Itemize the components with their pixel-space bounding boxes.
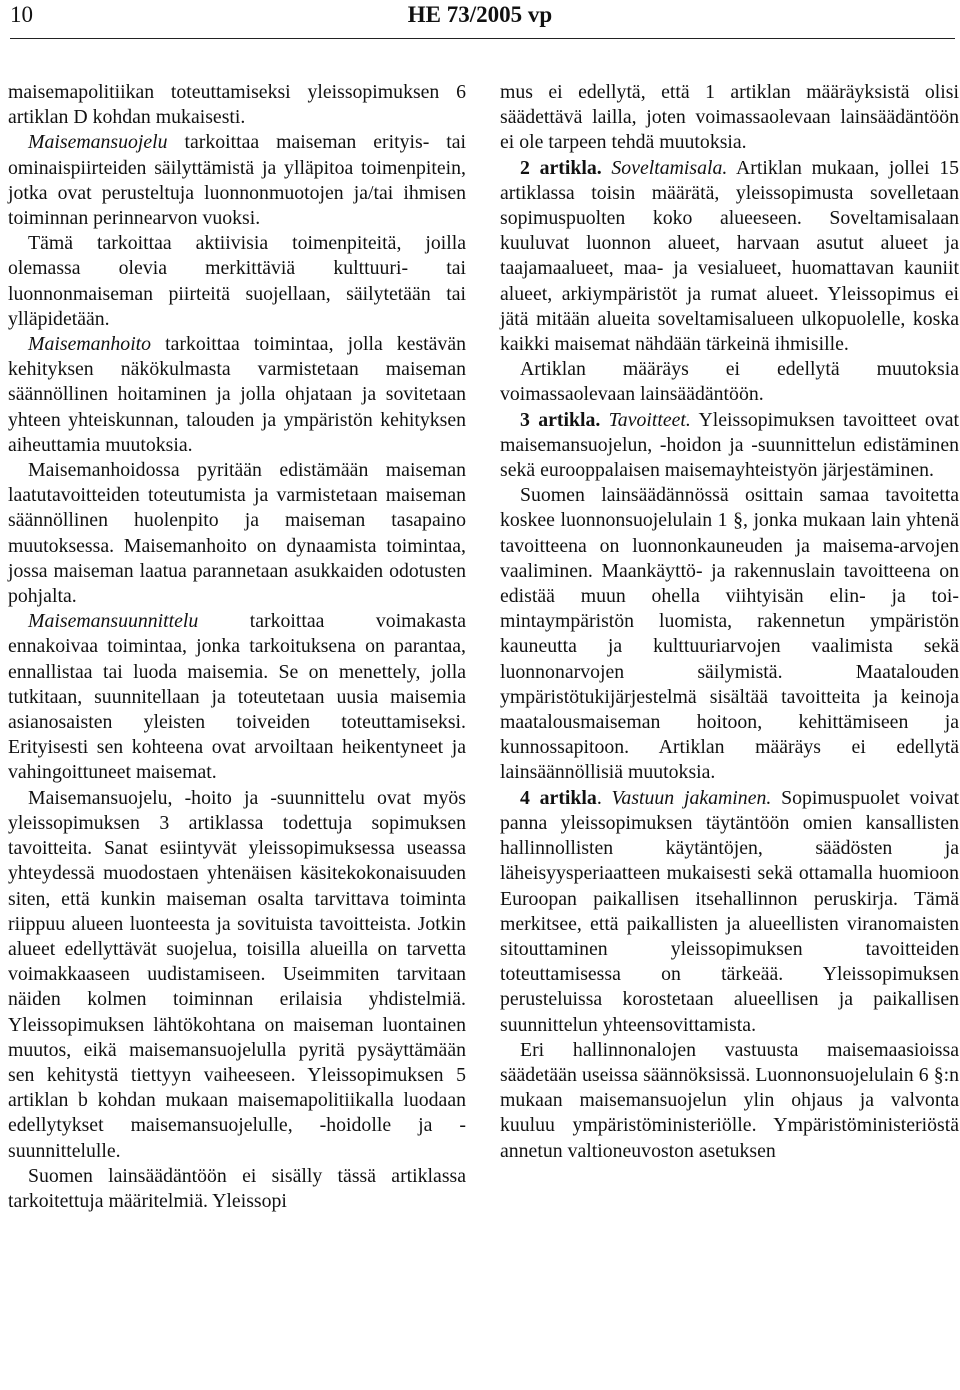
text-run: Sopimuspuolet voivat panna yleissopimuksen täytäntöön omien kansallisten hallinnollisten käytäntöjen, säädösten ja läheisyysperiaatteen mukaisesti sekä ottamalla huomioon Euroopan paikallisen itsehallinnon peruskirja. Tämä merkitsee, että paikallisten ja alueellisten viranomaisten sitouttaminen yleissopimuksen tavoitteiden toteuttamisessa on tärkeää. Yleissopimuksen perusteluissa korostetaan alueellisen ja paikallisen suunnittelun yhteensovittamista. xyxy=(500,786,960,1036)
article-heading: 3 artikla. xyxy=(520,408,601,431)
paragraph xyxy=(8,231,466,332)
paragraph xyxy=(500,357,959,407)
text-run: Suomen lainsäädännössä osittain samaa tavoitetta koskee luonnonsuojelulain 1 §, jonka mukaan lain yhtenä tavoitteena on luonnonkauneuden ja maisema-arvojen vaaliminen. Maankäyttö- ja rakennuslain tavoitteena on edistää muun ohella viihtyisän elin- ja toimintaympäristön luomista, rakennetun ympäristön kauneutta ja kulttuuriarvojen vaalimista sekä luonnonarvojen säilymistä. Maatalouden ympäristötukijärjestelmä sisältää tavoitteita ja keinoja maatalousmaiseman hoitoon, kehittämiseen ja kunnossapitoon. Artiklan määräys ei edellytä lainsäännöllisiä muutoksia. xyxy=(500,484,959,784)
italic-term: Maisemansuunnittelu xyxy=(28,610,199,633)
text-run: Yleissopimuksen tavoitteet ovat maisemansuojelun, -hoidon ja -suunnittelun edistäminen sekä eurooppalaisen maisemayhteistyön järjestäminen. xyxy=(500,408,959,482)
text-run: tarkoittaa maiseman erityis- tai ominaispiirteiden säilyttämistä ja ylläpitoa toimenpitein, jotka ovat perusteltuja luonnonmuotojen ja/tai ihmisen toiminnan perinnearvon vuoksi. xyxy=(8,131,466,230)
paragraph xyxy=(500,80,959,156)
text-run: Artiklan määräys ei edellytä muutoksia voimassaolevaan lainsäädäntöön. xyxy=(500,358,959,406)
article-heading: 2 artikla. xyxy=(520,156,602,179)
document-id: HE 73/2005 vp xyxy=(407,2,553,27)
text-run: mus ei edellytä, että 1 artiklan määräyksistä olisi säädettävä lailla, joten voimassaolevaan lainsäädäntöön ei ole tarpeen tehdä muutoksia. xyxy=(500,81,959,154)
text-run: Eri hallinnonalojen vastuusta maisemaasioissa säädetään useissa säännöksissä. Luonnonsuojelulain 6 §:n mukaan maisemansuojelun ylin ohjaus ja valvonta kuuluu ympäristöministeriölle. Ympäristöministeriöstä annetun valtioneuvoston asetuksen xyxy=(500,1038,959,1162)
italic-term: Soveltamisala. xyxy=(611,156,728,179)
paragraph xyxy=(8,609,466,785)
text-run xyxy=(602,157,612,179)
paragraph xyxy=(8,1164,466,1214)
paragraph xyxy=(8,458,466,609)
italic-term: Tavoitteet. xyxy=(608,408,691,431)
paragraph xyxy=(500,156,959,358)
italic-term: Maisemanhoito xyxy=(28,333,152,356)
text-run: . xyxy=(596,786,612,809)
text-run: Artiklan mukaan, jollei 15 artiklassa toisin määrätä, yleissopimusta sovelletaan sopimuspuolten koko alueeseen. Soveltamisalaan kuuluvat luonnon alueet, harvaan asutut alueet ja taajamaalueet, maa- ja vesialueet, huomattavan kauniit alueet, arkiympäristöt ja rumat alueet. Yleissopimus ei jätä mitään alueita soveltamisalueen ulkopuolelle, koska kaikki maisemat nähdään tärkeinä ihmisille. xyxy=(500,156,959,356)
header-rule xyxy=(10,38,955,39)
page-number: 10 xyxy=(10,2,33,27)
paragraph xyxy=(500,483,959,785)
italic-term: Maisemansuojelu xyxy=(28,131,168,154)
paragraph xyxy=(500,786,959,1038)
italic-term: Vastuun jakaminen. xyxy=(611,786,772,809)
left-text-column xyxy=(8,80,466,1214)
paragraph xyxy=(500,408,959,484)
page-header xyxy=(0,0,960,40)
text-run: Maisemanhoidossa pyritään edistämään maiseman laatutavoitteiden toteutumista ja varmistetaan maiseman säännöllinen huolenpito ja maiseman tasapaino muutoksessa. Maisemanhoito on dynaamista toimintaa, jossa maiseman laatua parannetaan asukkaiden odotusten pohjalta. xyxy=(8,459,466,608)
text-run: tarkoittaa voimakasta ennakoivaa toimintaa, jonka tarkoituksena on parantaa, ennallistaa tai luoda maisemia. Se on menettely, jolla tutkitaan, suunnitellaan ja toteutetaan uusia maisemia asianosaisten yleisten toiveiden toteuttamiseksi. Erityisesti sen kohteena ovat arvoiltaan heikentyneet ja vahingoittuneet maisemat. xyxy=(8,610,466,784)
paragraph xyxy=(8,786,466,1164)
right-text-column xyxy=(500,80,959,1164)
text-run: maisemapolitiikan toteuttamiseksi yleissopimuksen 6 artiklan D kohdan mukaisesti. xyxy=(8,81,466,129)
text-run: tarkoittaa toimintaa, jolla kestävän kehityksen näkökulmasta varmistetaan maiseman säännöllinen hoitaminen ja jolla ohjataan ja sovitetaan yhteen yhteiskunnan, talouden ja ympäristön kehityksen aiheuttamia muutoksia. xyxy=(8,333,466,456)
text-run: Tämä tarkoittaa aktiivisia toimenpiteitä, joilla olemassa olevia merkittäviä kulttuuri- tai luonnonmaiseman piirteitä suojellaan, säilytetään tai ylläpidetään. xyxy=(8,232,466,330)
text-run: Suomen lainsäädäntöön ei sisälly tässä artiklassa tarkoitettuja määritelmiä. Yleissopi xyxy=(8,1164,466,1212)
text-run: Maisemansuojelu, -hoito ja -suunnittelu ovat myös yleissopimuksen 3 artiklassa todettuja sopimuksen tavoitteita. Sanat esiintyvät yleissopimuksessa useassa yhteydessä muodostaen yhtenäisen käsitekokonaisuuden siten, että kunkin maiseman osalta tarvittava toiminta riippuu alueen luonteesta ja sovituista tavoitteista. Jotkin alueet edellyttävät suojelua, toisilla alueilla on tarvetta voimakkaaseen uudistamiseen. Useimmiten tarvitaan näiden kolmen toiminnan erilaisia yhdistelmiä. Yleissopimuksen lähtökohtana on maiseman luontainen muutos, eikä maisemansuojelulla pyritä pysäyttämään sen kehitystä tiettyyn vaiheeseen. Yleissopimuksen 5 artiklan b kohdan mukaan maisemapolitiikalla luodaan edellytykset maisemansuojelulle, -hoidolle ja -suunnittelulle. xyxy=(8,786,466,1162)
article-heading: 4 artikla xyxy=(520,786,597,809)
text-run xyxy=(600,409,608,431)
paragraph xyxy=(8,332,466,458)
paragraph xyxy=(500,1038,959,1164)
paragraph xyxy=(8,80,466,130)
paragraph xyxy=(8,130,466,231)
